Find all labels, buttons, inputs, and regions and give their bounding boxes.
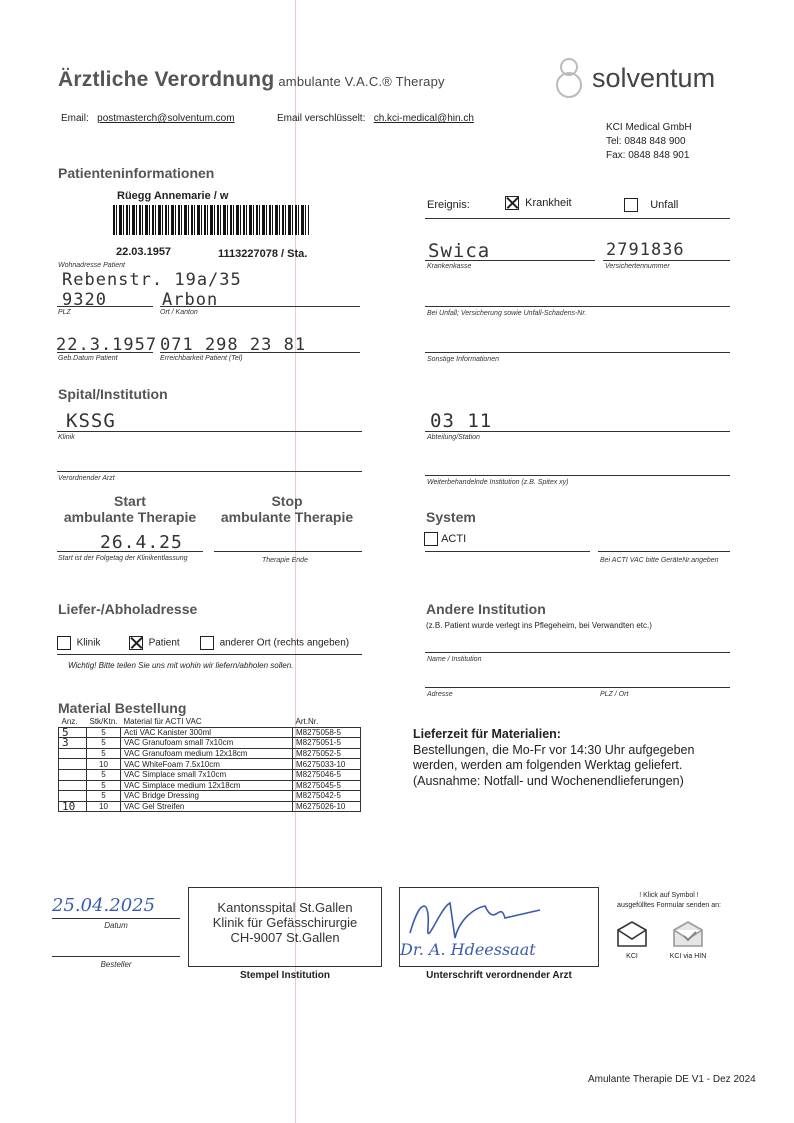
col-material: Material für ACTI VAC: [121, 717, 293, 727]
acti-checkbox[interactable]: [424, 532, 438, 546]
start-note: Start ist der Folgetag der Klinikentlassung: [58, 555, 188, 562]
form-title: Ärztliche Verordnung ambulante V.A.C.® Therapy: [58, 68, 445, 91]
dob-label: Geb.Datum Patient: [58, 355, 118, 362]
col-pack: Stk/Ktn.: [87, 717, 121, 727]
insured-number[interactable]: 2791836: [606, 240, 685, 260]
material-name: VAC Gel Streifen: [121, 801, 293, 812]
insured-number-label: Versichertennummer: [605, 263, 670, 270]
patient-label-dob: 22.03.1957: [116, 246, 172, 258]
patient-label-name: Rüegg Annemarie / w: [117, 190, 229, 202]
clinic-label: Klinik: [58, 434, 75, 441]
email-row: Email: postmasterch@solventum.com: [61, 113, 235, 124]
signature-label: Unterschrift verordnender Arzt: [426, 970, 572, 981]
material-row: [59, 759, 361, 770]
accident-checkbox[interactable]: [624, 198, 638, 212]
delivery-time-title: Lieferzeit für Materialien:: [413, 727, 561, 741]
material-name: VAC Bridge Dressing: [121, 791, 293, 802]
clinic-value[interactable]: KSSG: [66, 410, 116, 432]
email-encrypted-link[interactable]: ch.kci-medical@hin.ch: [373, 113, 474, 124]
material-name: VAC WhiteFoam 7.5x10cm: [121, 759, 293, 770]
material-name: VAC Simplace medium 12x18cm: [121, 780, 293, 791]
solventum-logo: [556, 58, 715, 98]
material-art: M8275045-5: [293, 780, 361, 791]
other-address-label: Adresse: [427, 691, 453, 698]
form-subtitle: ambulante V.A.C.® Therapy: [278, 74, 445, 89]
stop-therapy-title: Stop ambulante Therapie: [220, 493, 354, 525]
material-row: [59, 748, 361, 759]
address-label: Wohnadresse Patient: [58, 262, 125, 269]
material-pack: 5: [87, 780, 121, 791]
signature-box: [399, 887, 599, 967]
start-therapy-title: Start ambulante Therapie: [63, 493, 197, 525]
insurer-label: Krankenkasse: [427, 263, 472, 270]
email-link[interactable]: postmasterch@solventum.com: [97, 113, 235, 124]
delivery-patient-option[interactable]: Patient: [129, 636, 180, 650]
accident-insurance-label: Bei Unfall; Versicherung sowie Unfall-Schadens-Nr.: [427, 310, 587, 317]
email-encrypted-row: Email verschlüsselt: ch.kci-medical@hin.ch: [277, 113, 474, 124]
system-section-title: System: [426, 509, 476, 525]
envelope-icon: [616, 920, 648, 948]
delivery-other-option[interactable]: anderer Ort (rechts angeben): [200, 636, 349, 650]
doctor-label: Verordnender Arzt: [58, 475, 115, 482]
event-label: Ereignis:: [427, 199, 470, 211]
material-qty[interactable]: [59, 769, 87, 780]
envelope-hin-icon: [672, 920, 704, 948]
col-qty: Anz.: [59, 717, 87, 727]
other-name-label: Name / Institution: [427, 656, 482, 663]
ort-label: Ort / Kanton: [160, 309, 198, 316]
material-name: Acti VAC Kanister 300ml: [121, 727, 293, 738]
material-row: [59, 791, 361, 802]
material-qty[interactable]: [59, 759, 87, 770]
material-pack: 5: [87, 738, 121, 749]
delivery-clinic-checkbox[interactable]: [57, 636, 71, 650]
material-art: M8275058-5: [293, 727, 361, 738]
material-pack: 10: [87, 801, 121, 812]
patient-label-id: 1113227078 / Sta.: [218, 248, 308, 260]
material-pack: 5: [87, 791, 121, 802]
material-art: M8275051-5: [293, 738, 361, 749]
patient-address[interactable]: Rebenstr. 19a/35: [62, 270, 242, 290]
delivery-warning: Wichtig! Bitte teilen Sie uns mit wohin wir liefern/abholen sollen.: [68, 661, 294, 670]
send-kci-hin-button[interactable]: KCI via HIN: [664, 920, 712, 960]
plz-label: PLZ: [58, 309, 71, 316]
material-qty[interactable]: 5: [59, 727, 87, 738]
material-header-row: [59, 717, 361, 727]
patient-phone[interactable]: 071 298 23 81: [160, 335, 307, 355]
material-name: VAC Simplace small 7x10cm: [121, 769, 293, 780]
patient-barcode: [113, 205, 309, 235]
material-row: [59, 727, 361, 738]
material-row: [59, 780, 361, 791]
other-plz-label: PLZ / Ort: [600, 691, 629, 698]
hospital-section-title: Spital/Institution: [58, 386, 168, 402]
system-note: Bei ACTI VAC bitte GeräteNr.angeben: [600, 557, 719, 564]
next-institution-label: Weiterbehandelnde Institution (z.B. Spitex xy): [427, 479, 569, 486]
delivery-section-title: Liefer-/Abholadresse: [58, 601, 198, 617]
other-institution-note: (z.B. Patient wurde verlegt ins Pflegeheim, bei Verwandten etc.): [426, 621, 652, 630]
material-pack: 5: [87, 748, 121, 759]
patient-ort[interactable]: Arbon: [162, 290, 219, 310]
material-qty[interactable]: [59, 748, 87, 759]
phone-label: Erreichbarkeit Patient (Tel): [160, 355, 243, 362]
material-art: M6275026-10: [293, 801, 361, 812]
material-art: M6275033-10: [293, 759, 361, 770]
ward-label: Abteilung/Station: [427, 434, 480, 441]
event-accident-option[interactable]: Unfall: [624, 198, 678, 212]
material-qty[interactable]: 10: [59, 801, 87, 812]
end-note: Therapie Ende: [262, 557, 308, 564]
orderer-label: Besteller: [100, 960, 132, 969]
logo-icon: [556, 58, 584, 98]
material-art: M8275046-5: [293, 769, 361, 780]
brand-name: solventum: [592, 62, 716, 93]
event-illness-option[interactable]: Krankheit: [505, 196, 572, 210]
material-art: M8275052-5: [293, 748, 361, 759]
company-contact: KCI Medical GmbH Tel: 0848 848 900 Fax: 0848 848 901: [606, 122, 692, 161]
material-pack: 5: [87, 769, 121, 780]
material-section-title: Material Bestellung: [58, 700, 187, 716]
patient-section-title: Patienteninformationen: [58, 165, 215, 181]
material-row: [59, 769, 361, 780]
material-art: M8275042-5: [293, 791, 361, 802]
order-date[interactable]: 25.04.2025: [52, 895, 156, 916]
material-name: VAC Granufoam medium 12x18cm: [121, 748, 293, 759]
version-footer: Amulante Therapie DE V1 - Dez 2024: [588, 1074, 756, 1085]
date-label: Datum: [104, 921, 128, 930]
other-info-label: Sonstige Informationen: [427, 356, 499, 363]
material-table: [58, 717, 361, 812]
delivery-patient-checkbox[interactable]: [129, 636, 143, 650]
material-qty[interactable]: 3: [59, 738, 87, 749]
col-art: Art.Nr.: [293, 717, 361, 727]
signature-name: Dr. A. Hdeessaat: [400, 940, 536, 959]
illness-checkbox[interactable]: [505, 196, 519, 210]
start-date[interactable]: 26.4.25: [100, 532, 183, 553]
material-qty[interactable]: [59, 780, 87, 791]
material-row: [59, 738, 361, 749]
stamp-label: Stempel Institution: [240, 970, 330, 981]
other-institution-title: Andere Institution: [426, 601, 546, 617]
material-pack: 10: [87, 759, 121, 770]
material-name: VAC Granufoam small 7x10cm: [121, 738, 293, 749]
material-pack: 5: [87, 727, 121, 738]
insurer-name[interactable]: Swica: [428, 240, 491, 262]
patient-plz[interactable]: 9320: [62, 290, 107, 310]
send-instructions: ! Klick auf Symbol ! ausgefülltes Formular senden an:: [617, 892, 721, 909]
send-kci-button[interactable]: KCI: [612, 920, 652, 960]
acti-option[interactable]: ACTI: [424, 532, 466, 546]
delivery-other-checkbox[interactable]: [200, 636, 214, 650]
institution-stamp: Kantonsspital St.Gallen Klinik für Gefässchirurgie CH-9007 St.Gallen: [188, 887, 382, 967]
delivery-clinic-option[interactable]: Klinik: [57, 636, 100, 650]
ward-value[interactable]: 03 11: [430, 410, 493, 432]
delivery-time-block: Lieferzeit für Materialien: Bestellungen, die Mo-Fr vor 14:30 Uhr aufgegeben werden, werden am folgenden Werktag geliefert. (Ausnahme: Notfall- und Wochenendlieferungen): [413, 727, 695, 788]
material-row: [59, 801, 361, 812]
patient-dob[interactable]: 22.3.1957: [56, 335, 158, 355]
